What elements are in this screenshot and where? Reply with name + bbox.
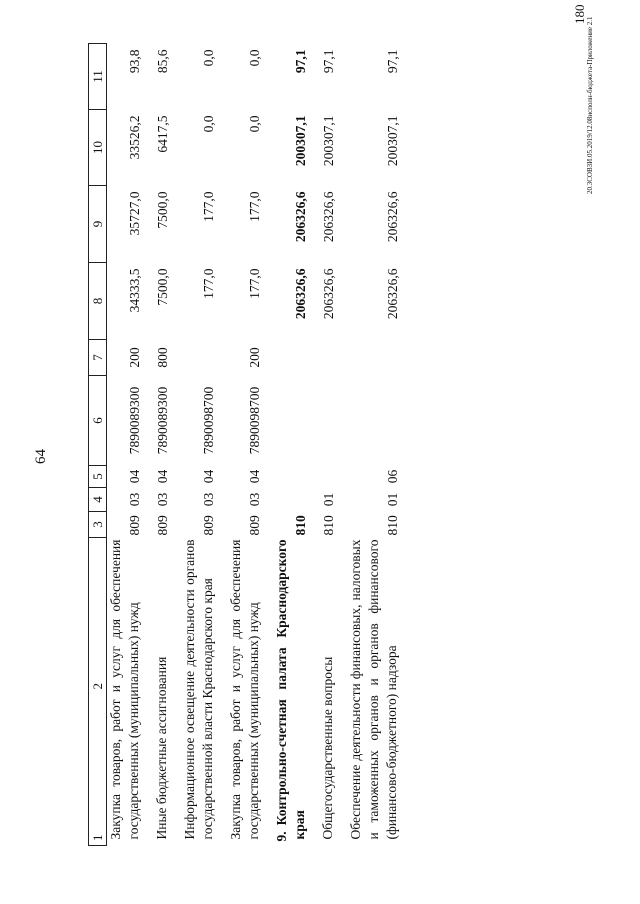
cell-c10: 0,0 (201, 115, 216, 133)
corner-page-fragment: 180 (572, 4, 587, 24)
cell-c11: 93,8 (127, 49, 142, 74)
cell-c11: 0,0 (201, 49, 216, 67)
cell-c10: 200307,1 (293, 115, 308, 167)
cell-c5: 04 (247, 469, 262, 484)
row-name: Общегосударственные вопросы (320, 656, 335, 840)
cell-c6: 7890098700 (201, 386, 216, 455)
cell-c6 (317, 376, 345, 466)
cell-c5 (317, 466, 345, 488)
table-row (345, 44, 409, 846)
cell-c7 (271, 340, 317, 376)
cell-c5: 04 (127, 469, 142, 484)
cell-c8: 177,0 (247, 268, 262, 299)
budget-table (88, 43, 409, 846)
cell-c3: 809 (201, 515, 216, 536)
cell-c4: 01 (321, 492, 336, 507)
cell-c9: 35727,0 (127, 191, 142, 236)
cell-c10: 0,0 (247, 115, 262, 133)
cell-c8: 177,0 (201, 268, 216, 299)
row-name: Информационное освещение деятельности органов государственной власти Краснодарского края (182, 539, 215, 840)
cell-c5: 04 (155, 469, 170, 484)
footer-file-path: 20.3СОВЗИ.05.2019/12.08исполн-бюджета-Приложение 2.1 (586, 16, 594, 194)
cell-c3: 810 (385, 515, 400, 536)
cell-c10: 33526,2 (127, 115, 142, 160)
cell-c11: 0,0 (247, 49, 262, 67)
cell-c3: 810 (293, 515, 308, 536)
cell-c9: 206326,6 (321, 191, 336, 243)
cell-c7 (345, 340, 409, 376)
cell-c4: 03 (155, 492, 170, 507)
row-name: 9.Контрольно-счетная палата Краснодарского края (274, 539, 307, 842)
row-name: Обеспечение деятельности финансовых, налоговых и таможенных органов и органов финансового (финансово-бюджетного) надзора (348, 539, 399, 840)
header-col-6: 6 (89, 376, 107, 466)
cell-c3: 810 (321, 515, 336, 536)
row-name: Иные бюджетные ассигнования (154, 656, 169, 840)
header-col-5: 5 (89, 466, 107, 488)
header-col-1: 1 (89, 834, 105, 841)
cell-c7: 800 (155, 347, 170, 368)
header-col-9: 9 (89, 186, 107, 263)
page-number: 64 (33, 449, 49, 464)
table-row (107, 44, 152, 846)
header-col-11: 11 (89, 44, 107, 110)
cell-c4: 03 (247, 492, 262, 507)
cell-c4: 01 (385, 492, 400, 507)
cell-c9: 177,0 (201, 191, 216, 222)
header-row (89, 44, 107, 846)
cell-c11: 97,1 (293, 49, 308, 74)
cell-c8: 206326,6 (321, 268, 336, 320)
cell-c8: 206326,6 (385, 268, 400, 320)
cell-c11: 97,1 (321, 49, 336, 74)
cell-c5: 06 (385, 469, 400, 484)
table-row (317, 44, 345, 846)
cell-c6 (271, 376, 317, 466)
header-col-10: 10 (89, 110, 107, 186)
cell-c7: 200 (127, 347, 142, 368)
cell-c10: 200307,1 (385, 115, 400, 167)
cell-c5 (271, 466, 317, 488)
cell-c6: 7890089300 (127, 386, 142, 455)
cell-c3: 809 (247, 515, 262, 536)
row-name: Закупка товаров, работ и услуг для обеспечения государственных (муниципальных) нужд (108, 539, 141, 840)
cell-c9: 206326,6 (293, 191, 308, 243)
cell-c4 (271, 488, 317, 512)
cell-c11: 97,1 (385, 49, 400, 74)
table-row (225, 44, 271, 846)
cell-c6: 7890089300 (155, 386, 170, 455)
header-col-3: 3 (89, 512, 107, 538)
cell-c9: 177,0 (247, 191, 262, 222)
cell-c5: 04 (201, 469, 216, 484)
cell-c7 (179, 340, 225, 376)
table-row (179, 44, 225, 846)
cell-c6 (345, 376, 409, 466)
cell-c3: 809 (155, 515, 170, 536)
cell-c9: 7500,0 (155, 191, 170, 229)
cell-c11: 85,6 (155, 49, 170, 74)
cell-c10: 200307,1 (321, 115, 336, 167)
cell-c9: 206326,6 (385, 191, 400, 243)
cell-c7: 200 (247, 347, 262, 368)
cell-c8: 7500,0 (155, 268, 170, 306)
row-name: Закупка товаров, работ и услуг для обеспечения государственных (муниципальных) нужд (228, 539, 261, 840)
header-col-2: 1 2 (89, 538, 107, 846)
cell-c4: 03 (127, 492, 142, 507)
header-col-7: 7 (89, 340, 107, 376)
header-col-8: 8 (89, 263, 107, 340)
cell-c6: 7890098700 (247, 386, 262, 455)
table-row (151, 44, 179, 846)
cell-c3: 809 (127, 515, 142, 536)
header-col-4: 4 (89, 488, 107, 512)
table-row-section (271, 44, 317, 846)
cell-c4: 03 (201, 492, 216, 507)
row-number: 9. (274, 831, 289, 842)
cell-c10: 6417,5 (155, 115, 170, 153)
cell-c7 (317, 340, 345, 376)
cell-c8: 34333,5 (127, 268, 142, 313)
cell-c8: 206326,6 (293, 268, 308, 320)
